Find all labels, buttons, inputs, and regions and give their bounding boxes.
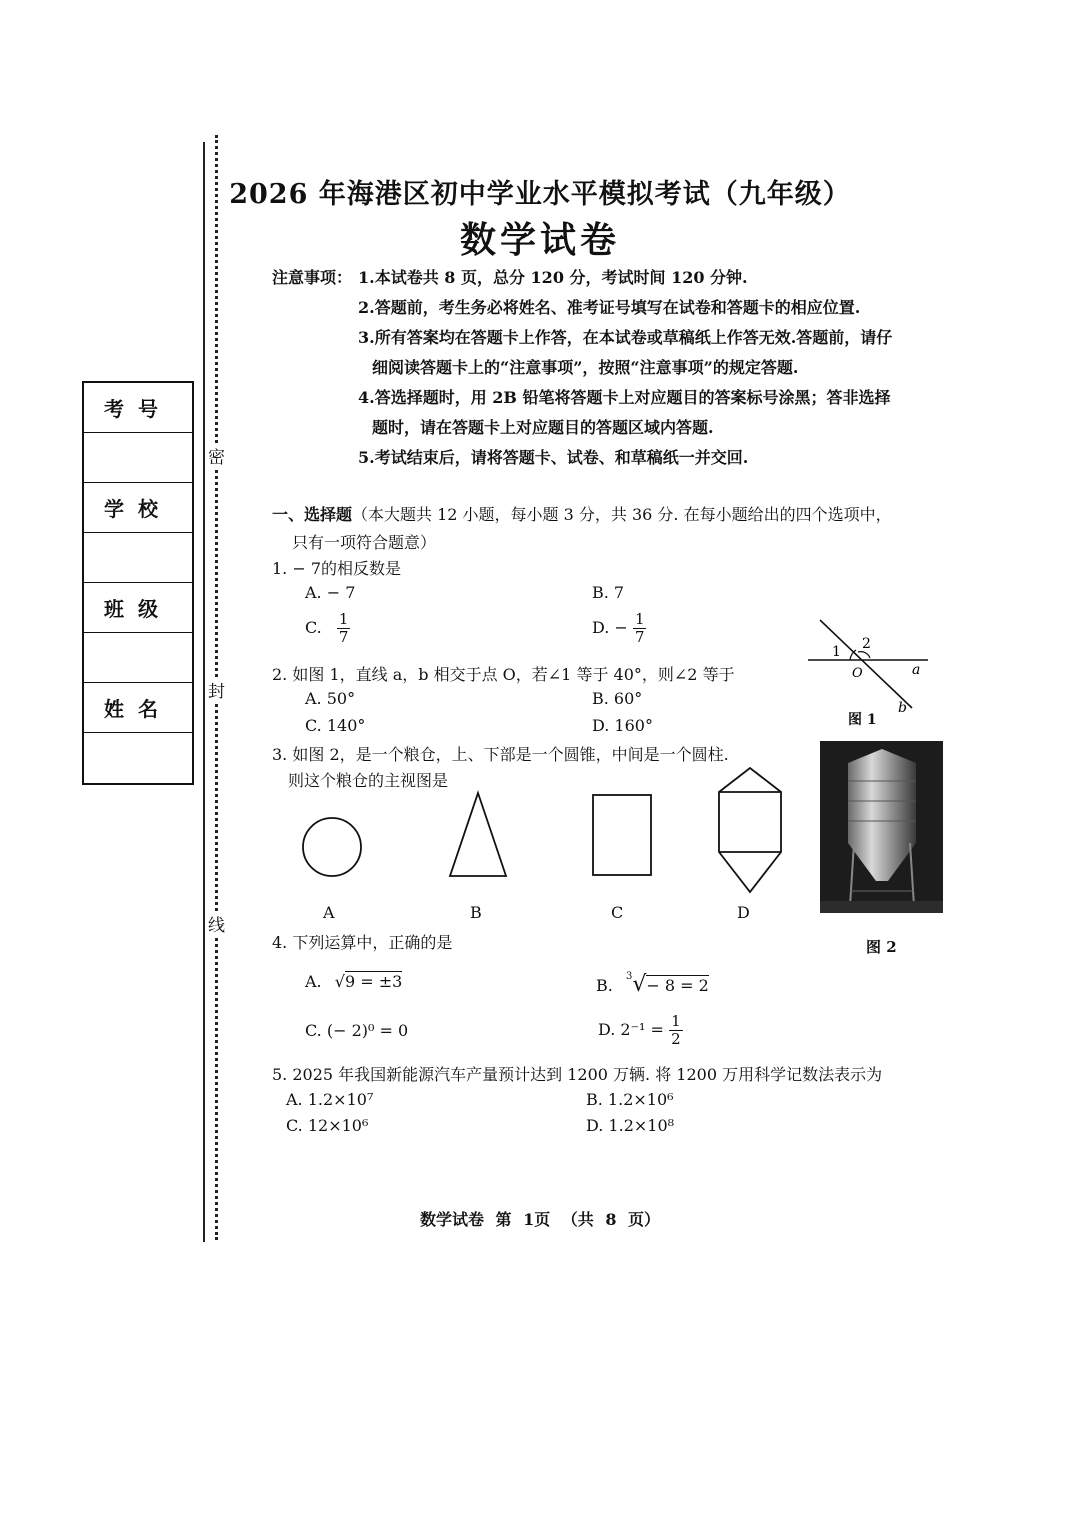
section-heading <box>272 502 892 525</box>
fraction-denominator: 7 <box>338 628 349 646</box>
seal-mark-mi: 密 <box>208 443 225 468</box>
fig1-label-o: O <box>852 666 863 681</box>
q1-option-c-label: C. <box>305 618 322 637</box>
q4-option-a[interactable] <box>305 972 402 991</box>
exam-subtitle: 数学试卷 <box>459 219 620 261</box>
q1-option-d[interactable] <box>592 611 646 646</box>
section-heading-desc-2: 只有一项符合题意） <box>292 533 437 552</box>
exam-title: 2026 年海港区初中学业水平模拟考试（九年级） <box>229 179 851 210</box>
q4-option-b[interactable] <box>596 972 709 997</box>
q5-option-d[interactable]: D. 1.2×10⁸ <box>586 1116 675 1135</box>
section-heading-desc: （本大题共 12 小题，每小题 3 分，共 36 分. 在每小题给出的四个选项中， <box>352 505 892 524</box>
notes-label: 注意事项： <box>272 268 353 287</box>
q1-option-a[interactable]: A. − 7 <box>305 583 356 602</box>
fig1-label-b: b <box>898 700 907 716</box>
question-3-stem: 3. 如图 2，是一个粮仓，上、下部是一个圆锥，中间是一个圆柱. <box>272 745 729 764</box>
note-item: 题时，请在答题卡上对应题目的答题区域内答题. <box>372 418 714 437</box>
form-label-name: 姓名 <box>84 683 192 733</box>
q1-option-b[interactable]: B. 7 <box>592 583 625 602</box>
sqrt-symbol: √ <box>334 972 345 991</box>
q3-option-a-circle-figure[interactable] <box>297 812 367 882</box>
page-footer: 数学试卷 第 1页 （共 8 页） <box>419 1210 661 1229</box>
q2-option-a[interactable]: A. 50° <box>305 689 356 708</box>
binding-solid-line <box>203 142 205 1242</box>
note-item: 2.答题前，考生务必将姓名、准考证号填写在试卷和答题卡的相应位置. <box>358 298 861 317</box>
q3-option-c-label: C <box>611 903 624 922</box>
q3-option-a-label: A <box>323 903 335 922</box>
form-label-class: 班级 <box>84 583 192 633</box>
figure-2-caption: 图 2 <box>866 938 897 956</box>
form-field-exam-no[interactable] <box>84 433 192 483</box>
form-label-exam-no: 考号 <box>84 383 192 433</box>
fraction-numerator: 1 <box>338 610 349 628</box>
fraction <box>633 611 647 646</box>
form-label-school: 学校 <box>84 483 192 533</box>
figure-2-silo-photo <box>820 741 943 913</box>
q3-option-d-label: D <box>737 903 750 922</box>
seal-mark-xian: 线 <box>208 911 225 936</box>
fig1-label-1: 1 <box>832 644 841 660</box>
fig1-label-a: a <box>912 662 921 678</box>
fraction-numerator: 1 <box>671 1012 681 1030</box>
q3-option-d-silo-figure[interactable] <box>715 764 785 896</box>
q3-option-b-label: B <box>470 903 482 922</box>
note-item: 1.本试卷共 8 页，总分 120 分，考试时间 120 分钟. <box>358 268 748 287</box>
q4-option-d[interactable] <box>598 1013 683 1048</box>
note-item: 细阅读答题卡上的“注意事项”，按照“注意事项”的规定答题. <box>372 358 799 377</box>
student-info-form <box>82 381 194 785</box>
q1-option-c[interactable] <box>305 611 350 646</box>
form-field-school[interactable] <box>84 533 192 583</box>
q3-option-c-rectangle-figure[interactable] <box>590 792 656 880</box>
q2-option-c[interactable]: C. 140° <box>305 716 366 735</box>
question-5-stem: 5. 2025 年我国新能源汽车产量预计达到 1200 万辆. 将 1200 万用科学记数法表示为 <box>272 1065 883 1084</box>
q4-option-a-expr: 9 = ±3 <box>344 972 403 991</box>
note-item: 3.所有答案均在答题卡上作答，在本试卷或草稿纸上作答无效.答题前，请仔 <box>358 328 893 347</box>
fraction-numerator: 1 <box>634 610 645 628</box>
note-item: 4.答选择题时，用 2B 铅笔将答题卡上对应题目的答案标号涂黑；答非选择 <box>358 388 891 407</box>
seal-mark-feng: 封 <box>208 677 225 702</box>
silo-illustration <box>820 741 943 913</box>
q4-option-b-expr: − 8 = 2 <box>646 976 709 995</box>
form-field-class[interactable] <box>84 633 192 683</box>
q3-option-b-triangle-figure[interactable] <box>445 789 511 881</box>
fraction <box>669 1013 683 1048</box>
q4-option-b-label: B. <box>596 976 613 995</box>
q5-option-b[interactable]: B. 1.2×10⁶ <box>586 1090 674 1109</box>
form-field-name[interactable] <box>84 733 192 783</box>
cube-root-index: 3 <box>625 970 633 982</box>
q1-option-d-label: D. − <box>592 618 628 637</box>
section-heading-label: 一、选择题 <box>272 505 353 524</box>
q5-option-a[interactable]: A. 1.2×10⁷ <box>286 1090 374 1109</box>
q5-option-c[interactable]: C. 12×10⁶ <box>286 1116 369 1135</box>
fig1-label-2: 2 <box>862 636 871 652</box>
note-item: 5.考试结束后，请将答题卡、试卷、和草稿纸一并交回. <box>358 448 749 467</box>
question-2-stem: 2. 如图 1，直线 a，b 相交于点 O，若∠1 等于 40°，则∠2 等于 <box>272 665 735 684</box>
q2-option-b[interactable]: B. 60° <box>592 689 643 708</box>
q4-option-c[interactable]: C. (− 2)⁰ = 0 <box>305 1021 409 1040</box>
q4-option-a-label: A. <box>305 972 322 991</box>
fraction <box>337 611 351 646</box>
q2-option-d[interactable]: D. 160° <box>592 716 653 735</box>
question-4-stem: 4. 下列运算中，正确的是 <box>272 933 453 952</box>
sqrt-symbol: √ <box>632 972 647 997</box>
fraction-denominator: 7 <box>634 628 645 646</box>
question-3-stem-2: 则这个粮仓的主视图是 <box>288 771 449 790</box>
fraction-denominator: 2 <box>671 1030 681 1048</box>
question-1-stem: 1. − 7的相反数是 <box>272 559 402 578</box>
figure-1-caption: 图 1 <box>848 712 877 728</box>
q4-option-d-label: D. 2⁻¹ = <box>598 1020 664 1039</box>
